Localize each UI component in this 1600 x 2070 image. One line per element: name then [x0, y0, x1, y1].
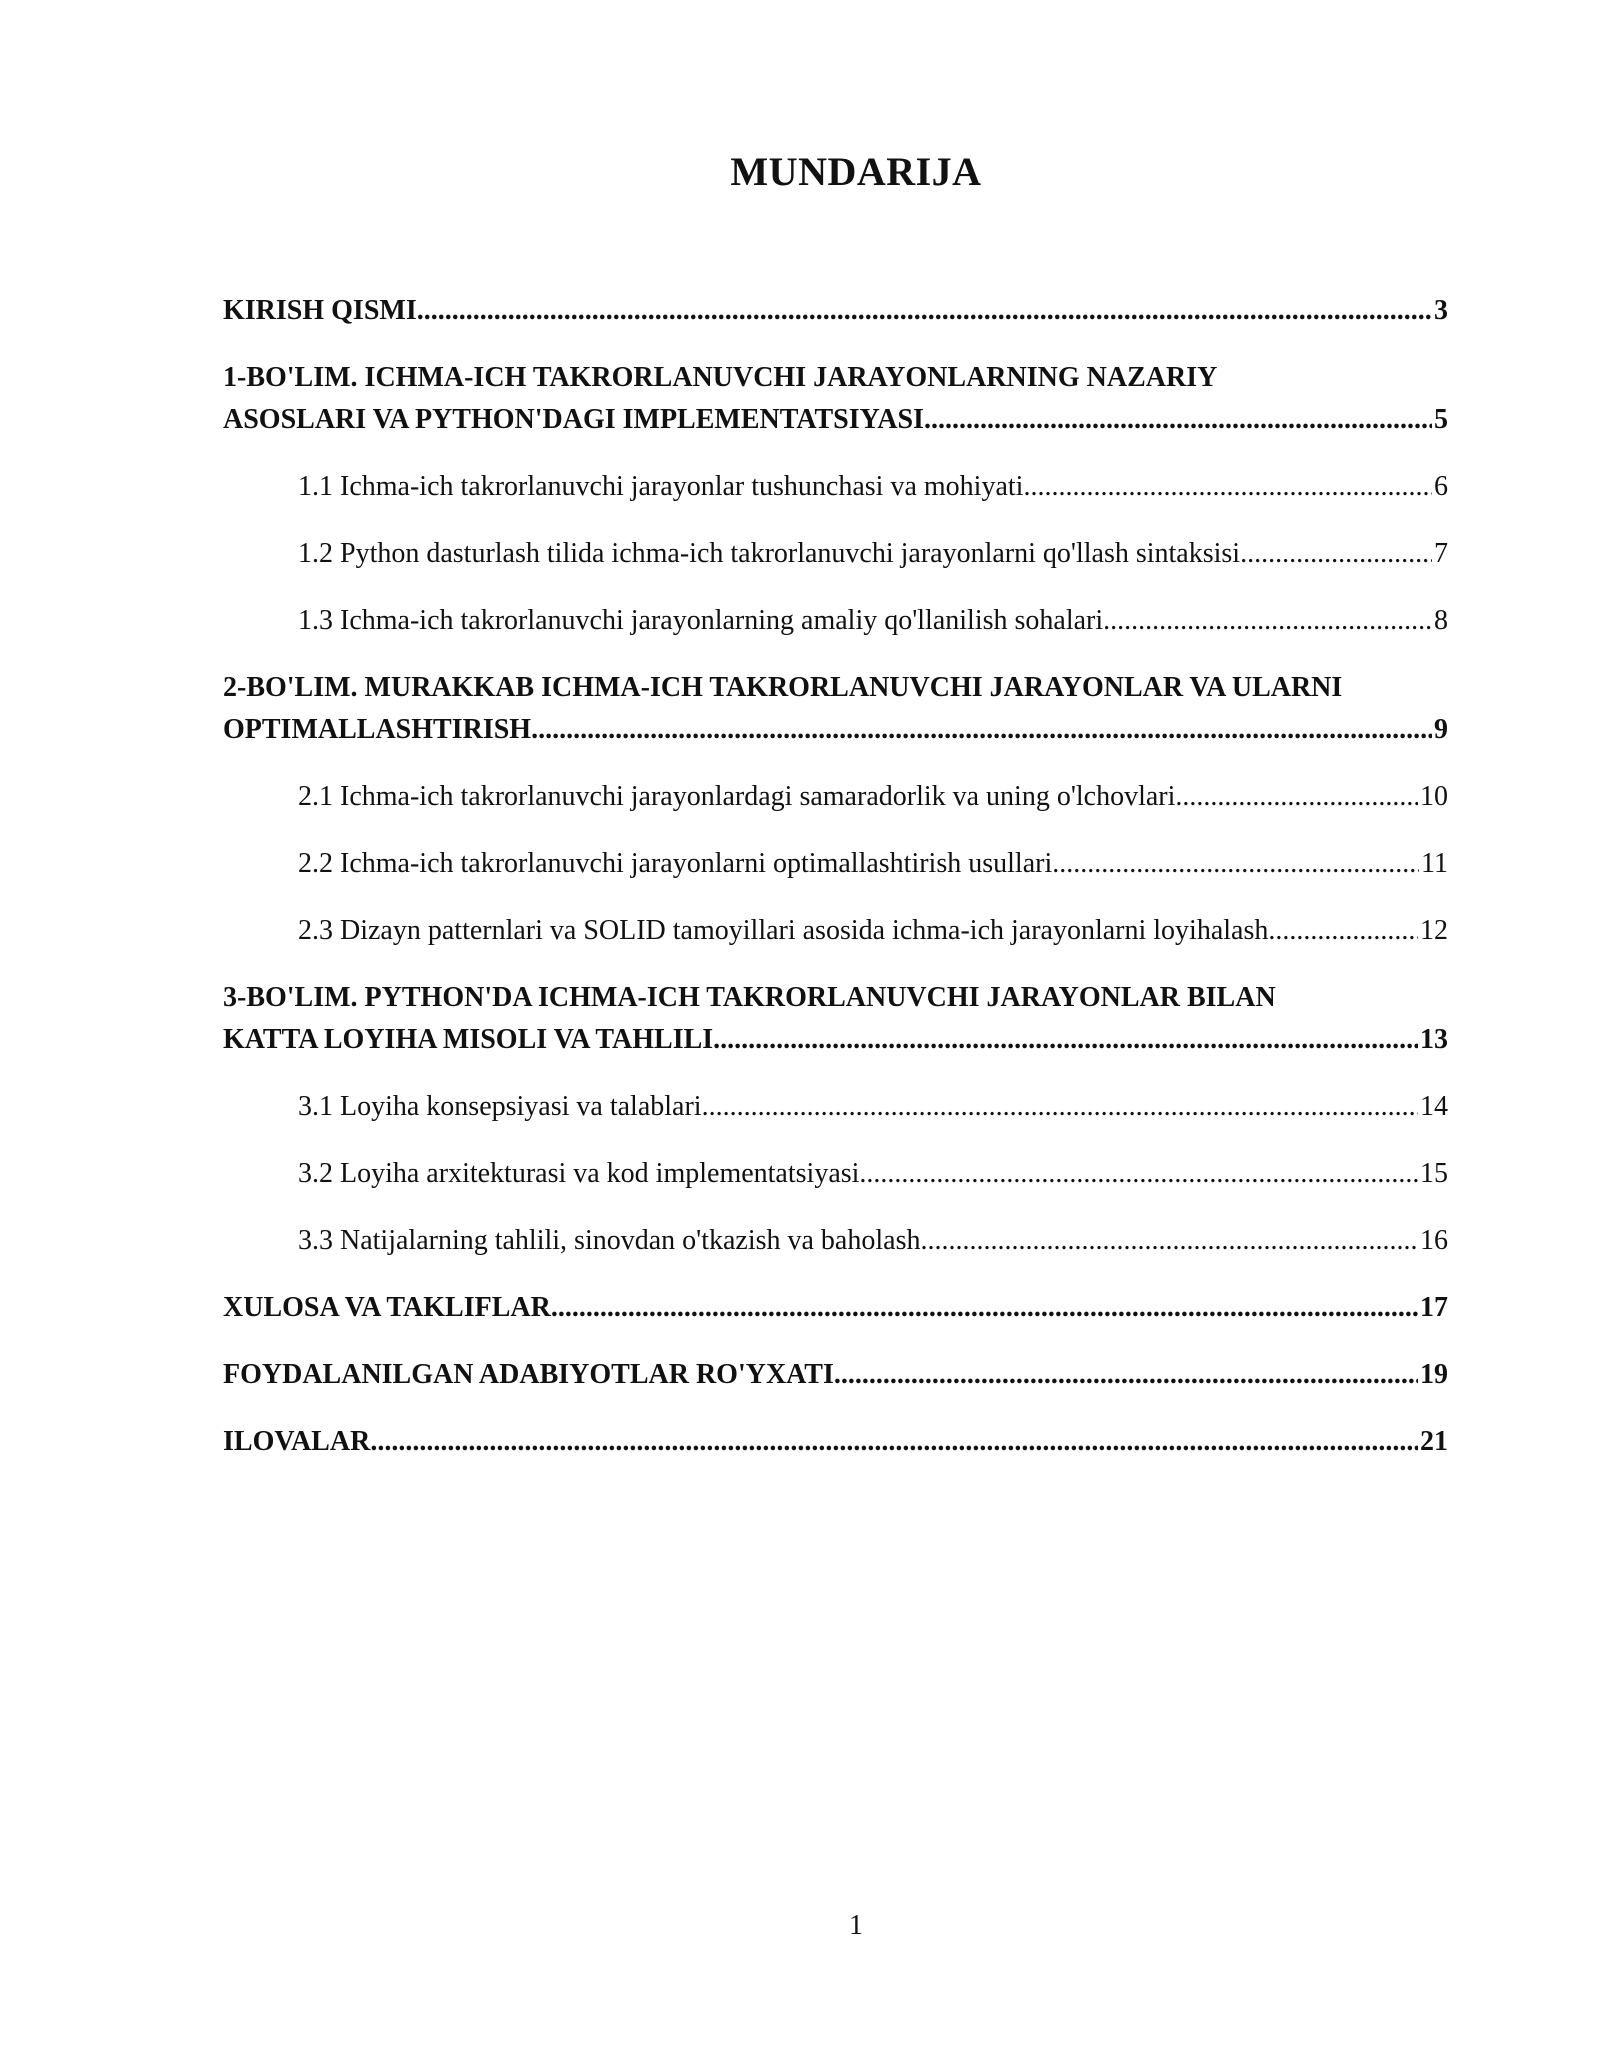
toc-entry-line — [298, 776, 1448, 818]
toc-dot-leader — [1240, 533, 1432, 575]
toc-entry-line — [223, 1354, 1448, 1396]
toc-dot-leader — [1268, 910, 1418, 952]
toc-entry-line — [223, 290, 1448, 332]
toc-subsection-entry[interactable] — [298, 843, 1448, 885]
toc-page-number: 6 — [1434, 471, 1448, 502]
toc-entry-title: 2.1 Ichma-ich takrorlanuvchi jarayonlardagi samaradorlik va uning o'lchovlari — [298, 781, 1176, 812]
toc-dot-leader — [1052, 843, 1419, 885]
toc-entry-line — [298, 843, 1448, 885]
toc-dot-leader — [417, 290, 1432, 332]
toc-page-number: 16 — [1420, 1225, 1448, 1256]
toc-page-number: 13 — [1420, 1024, 1448, 1055]
toc-entry-title: OPTIMALLASHTIRISH — [223, 714, 532, 745]
toc-dot-leader — [713, 1019, 1418, 1061]
toc-dot-leader — [834, 1354, 1418, 1396]
toc-subsection-entry[interactable] — [298, 1220, 1448, 1262]
toc-subsection-entry[interactable] — [298, 776, 1448, 818]
toc-page-number: 11 — [1421, 848, 1448, 879]
toc-entry-line — [298, 910, 1448, 952]
toc-entry-title: 3.3 Natijalarning tahlili, sinovdan o'tkazish va baholash — [298, 1225, 921, 1256]
toc-dot-leader — [1023, 466, 1432, 508]
toc-entry-line — [298, 466, 1448, 508]
toc-page-number: 17 — [1420, 1292, 1448, 1323]
toc-entry-title: 3.2 Loyiha arxitekturasi va kod implementatsiyasi — [298, 1158, 860, 1189]
toc-entry-line — [223, 709, 1448, 751]
page-title: MUNDARIJA — [730, 149, 982, 194]
toc-entry-title: 1.2 Python dasturlash tilida ichma-ich takrorlanuvchi jarayonlarni qo'llash sintaksisi — [298, 538, 1241, 569]
toc-section-entry[interactable] — [223, 1354, 1448, 1396]
toc-entry-title: FOYDALANILGAN ADABIYOTLAR RO'YXATI — [223, 1359, 834, 1390]
toc-entry-line — [223, 399, 1448, 441]
toc-dot-leader — [531, 709, 1432, 751]
toc-subsection-entry[interactable] — [298, 600, 1448, 642]
toc-entry-line — [223, 1421, 1448, 1463]
toc-subsection-entry[interactable] — [298, 466, 1448, 508]
toc-dot-leader — [551, 1287, 1418, 1329]
toc-section-entry[interactable] — [223, 667, 1448, 751]
toc-entry-title: ASOSLARI VA PYTHON'DAGI IMPLEMENTATSIYASI — [223, 404, 924, 435]
toc-page-number: 10 — [1420, 781, 1448, 812]
toc-subsection-entry[interactable] — [298, 533, 1448, 575]
toc-dot-leader — [920, 1220, 1418, 1262]
toc-page-number: 7 — [1434, 538, 1448, 569]
toc-entry-title: 3.1 Loyiha konsepsiyasi va talablari — [298, 1091, 702, 1122]
toc-subsection-entry[interactable] — [298, 910, 1448, 952]
toc-entry-title: 1.1 Ichma-ich takrorlanuvchi jarayonlar tushunchasi va mohiyati — [298, 471, 1024, 502]
toc-dot-leader — [1103, 600, 1432, 642]
toc-entry-title-line1: 2-BO'LIM. MURAKKAB ICHMA-ICH TAKRORLANUVCHI JARAYONLAR VA ULARNI — [223, 672, 1343, 703]
toc-entry-title-line1: 3-BO'LIM. PYTHON'DA ICHMA-ICH TAKRORLANUVCHI JARAYONLAR BILAN — [223, 982, 1276, 1013]
toc-entry-title: 2.2 Ichma-ich takrorlanuvchi jarayonlarni optimallashtirish usullari — [298, 848, 1053, 879]
toc-entry-title: 2.3 Dizayn patternlari va SOLID tamoyillari asosida ichma-ich jarayonlarni loyihalash — [298, 915, 1269, 946]
toc-entry-line — [298, 600, 1448, 642]
toc-page-number: 15 — [1420, 1158, 1448, 1189]
toc-page-number: 19 — [1420, 1359, 1448, 1390]
toc-dot-leader — [859, 1153, 1418, 1195]
toc-page-number: 5 — [1434, 404, 1448, 435]
toc-entry-title: XULOSA VA TAKLIFLAR — [223, 1292, 551, 1323]
toc-entry-line — [223, 1287, 1448, 1329]
toc-entry-title: KIRISH QISMI — [223, 295, 417, 326]
toc-entry-title: ILOVALAR — [223, 1426, 371, 1457]
toc-entry-title-line1: 1-BO'LIM. ICHMA-ICH TAKRORLANUVCHI JARAYONLARNING NAZARIY — [223, 362, 1218, 393]
toc-subsection-entry[interactable] — [298, 1153, 1448, 1195]
toc-entry-line — [298, 533, 1448, 575]
page-number: 1 — [849, 1910, 863, 1941]
toc-section-entry[interactable] — [223, 290, 1448, 332]
toc-section-entry[interactable] — [223, 357, 1448, 441]
toc-section-entry[interactable] — [223, 977, 1448, 1061]
toc-page-number: 8 — [1434, 605, 1448, 636]
toc-entry-line — [298, 1220, 1448, 1262]
toc-entry-line — [298, 1086, 1448, 1128]
toc-section-entry[interactable] — [223, 1287, 1448, 1329]
toc-entry-line — [223, 1019, 1448, 1061]
toc-page-number: 9 — [1434, 714, 1448, 745]
toc-page-number: 21 — [1420, 1426, 1448, 1457]
toc-page-number: 12 — [1420, 915, 1448, 946]
toc-entry-title: 1.3 Ichma-ich takrorlanuvchi jarayonlarning amaliy qo'llanilish sohalari — [298, 605, 1104, 636]
toc-dot-leader — [370, 1421, 1418, 1463]
toc-dot-leader — [1175, 776, 1418, 818]
toc-dot-leader — [702, 1086, 1418, 1128]
table-of-contents — [223, 290, 1448, 1488]
toc-dot-leader — [924, 399, 1432, 441]
toc-subsection-entry[interactable] — [298, 1086, 1448, 1128]
toc-section-entry[interactable] — [223, 1421, 1448, 1463]
toc-page-number: 14 — [1420, 1091, 1448, 1122]
toc-entry-title: KATTA LOYIHA MISOLI VA TAHLILI — [223, 1024, 714, 1055]
toc-page-number: 3 — [1434, 295, 1448, 326]
toc-entry-line — [298, 1153, 1448, 1195]
